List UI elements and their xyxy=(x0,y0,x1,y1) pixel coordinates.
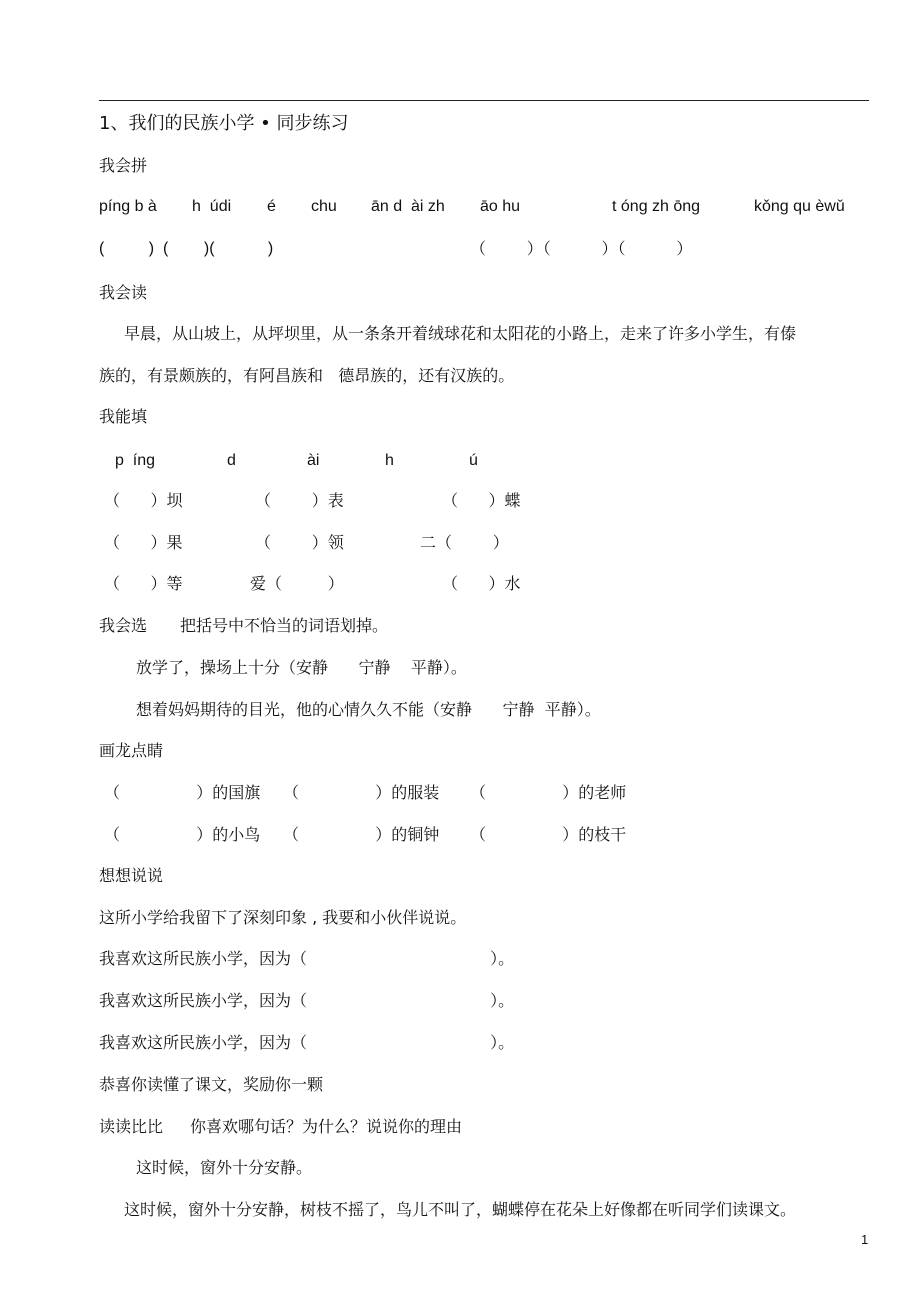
discuss-line: 我喜欢这所民族小学，因为（ ）。 xyxy=(99,991,515,1010)
fill-blank: （ ）领 xyxy=(255,533,344,552)
pinyin-item: t óng zh ōng xyxy=(612,198,701,215)
pinyin-item: h xyxy=(385,452,394,469)
pinyin-item: āo hu xyxy=(480,198,521,215)
modifier-blank: （ ）的铜钟 xyxy=(283,825,440,844)
discuss-line: 我喜欢这所民族小学，因为（ ）。 xyxy=(99,949,515,968)
discuss-line: 我喜欢这所民族小学，因为（ ）。 xyxy=(99,1033,515,1052)
choose-instruction: 把括号中不恰当的词语划掉。 xyxy=(180,616,389,635)
fill-blank: （ ）坝 xyxy=(104,491,183,510)
answer-blanks: （ ）（ ）（ ） xyxy=(470,239,693,258)
section-heading-fill: 我能填 xyxy=(99,407,148,426)
fill-blank: 爱（ ） xyxy=(250,574,344,593)
modifier-blank: （ ）的服装 xyxy=(283,783,440,802)
page-number: 1 xyxy=(861,1232,869,1247)
pinyin-item: ài xyxy=(307,452,320,469)
pinyin-item: ān d ài zh xyxy=(371,198,445,215)
section-heading-discuss: 想想说说 xyxy=(99,866,164,885)
discuss-intro: 这所小学给我留下了深刻印象 , 我要和小伙伴说说。 xyxy=(99,908,467,927)
fill-blank: （ ）水 xyxy=(442,574,521,593)
pinyin-item: d xyxy=(227,452,236,469)
compare-sentence: 这时候，窗外十分安静，树枝不摇了，鸟儿不叫了，蝴蝶停在花朵上好像都在听同学们读课文。 xyxy=(124,1200,797,1219)
section-heading-spell: 我会拼 xyxy=(99,156,148,175)
pinyin-item: ú xyxy=(469,452,478,469)
reading-line: 族的，有景颇族的，有阿昌族和 德昂族的，还有汉族的。 xyxy=(99,366,515,385)
choose-sentence: 放学了，操场上十分（安静 宁静 平静）。 xyxy=(136,658,467,677)
modifier-blank: （ ）的枝干 xyxy=(470,825,627,844)
pinyin-item: h údi xyxy=(192,198,232,215)
section-heading-choose: 我会选 xyxy=(99,616,148,635)
choose-sentence: 想着妈妈期待的目光，他的心情久久不能（安静 宁静 平静）。 xyxy=(136,700,601,719)
compare-question: 你喜欢哪句话？为什么？说说你的理由 xyxy=(190,1117,463,1136)
modifier-blank: （ ）的老师 xyxy=(470,783,627,802)
reward-text: 恭喜你读懂了课文，奖励你一颗 xyxy=(99,1075,324,1094)
pinyin-item: chu xyxy=(311,198,337,215)
pinyin-item: é xyxy=(267,198,276,215)
compare-sentence: 这时候，窗外十分安静。 xyxy=(136,1158,313,1177)
fill-blank: （ ）果 xyxy=(104,533,183,552)
section-heading-compare: 读读比比 xyxy=(99,1117,164,1136)
fill-blank: 二（ ） xyxy=(420,533,509,552)
modifier-blank: （ ）的国旗 xyxy=(104,783,261,802)
section-heading-modifiers: 画龙点睛 xyxy=(99,741,164,760)
pinyin-item: kǒng qu èwǔ xyxy=(754,198,845,215)
fill-blank: （ ）等 xyxy=(104,574,183,593)
modifier-blank: （ ）的小鸟 xyxy=(104,825,261,844)
pinyin-item: píng b à xyxy=(99,198,157,215)
header-rule xyxy=(99,100,869,101)
answer-blanks: ( ) ( )( ) xyxy=(99,240,274,257)
fill-blank: （ ）蝶 xyxy=(442,491,521,510)
fill-blank: （ ）表 xyxy=(255,491,344,510)
pinyin-item: p íng xyxy=(115,452,156,469)
section-heading-read: 我会读 xyxy=(99,283,148,302)
worksheet-title: 1、我们的民族小学 • 同步练习 xyxy=(99,113,349,134)
reading-line: 早晨，从山坡上，从坪坝里，从一条条开着绒球花和太阳花的小路上，走来了许多小学生，有傣 xyxy=(124,324,797,343)
